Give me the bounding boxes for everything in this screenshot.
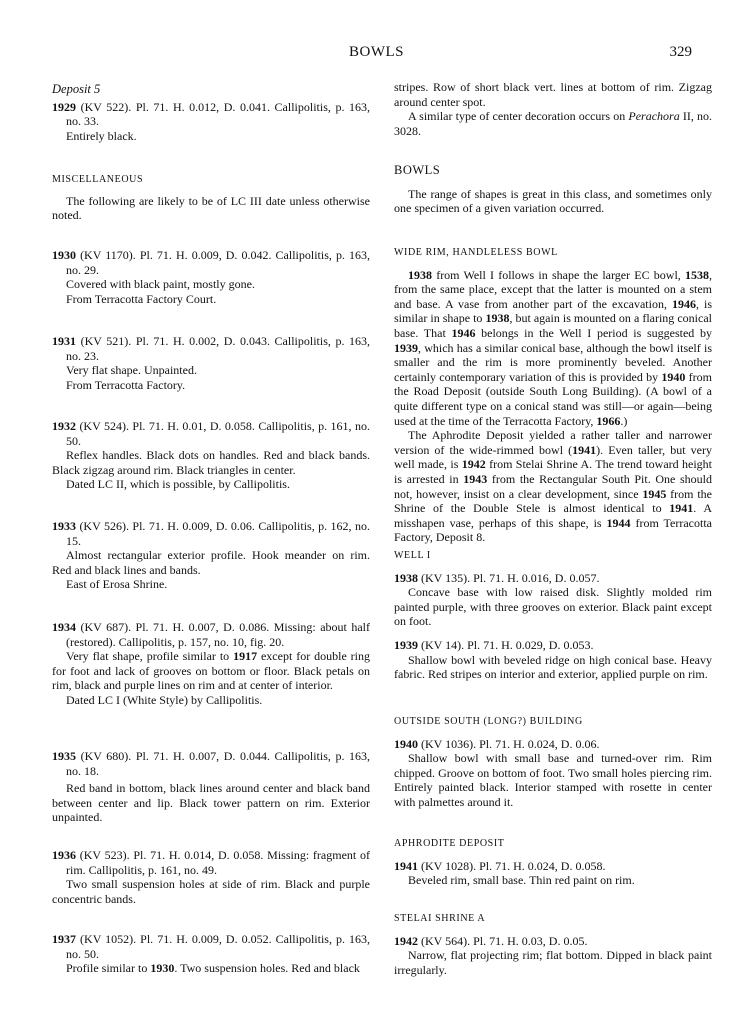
entry-dating: Dated LC II, which is possible, by Callipolitis.	[66, 477, 290, 492]
catalog-entry-1933	[52, 519, 370, 592]
catalog-entry-1931	[52, 334, 370, 392]
entry-reference: (KV 14). Pl. 71. H. 0.029, D. 0.053.	[421, 638, 594, 652]
catalog-number: 1934	[52, 620, 76, 634]
section-heading: Deposit 5	[52, 82, 101, 96]
section-heading: WIDE RIM, HANDLELESS BOWL	[394, 247, 558, 258]
entry-description: Two small suspension holes at side of rim. Black and purple concentric bands.	[52, 877, 370, 906]
text-run: from the Road Deposit (outside South Long Building). (A bowl of a quite different type on a conical stand was still—or again—being used at the time of the Terracotta Factory,	[394, 369, 712, 428]
entry-findspot: East of Erosa Shrine.	[66, 577, 168, 592]
text-run: belongs in the Well I period is suggested by	[475, 325, 712, 340]
text-run: ). Even taller, but very well made, is	[394, 442, 712, 472]
catalog-entry-1937	[52, 932, 370, 976]
entry-description: Profile similar to 1930. Two suspension holes. Red and black	[66, 961, 360, 976]
entry-description: Covered with black paint, mostly gone.	[66, 277, 255, 292]
cross-reference: 1944	[606, 515, 631, 530]
catalog-number: 1932	[52, 419, 76, 433]
entry-reference: (KV 522). Pl. 71. H. 0.012, D. 0.041. Callipolitis, p. 163, no. 33.	[66, 99, 371, 129]
running-title: BOWLS	[349, 44, 404, 60]
section-heading: OUTSIDE SOUTH (LONG?) BUILDING	[394, 716, 583, 727]
deposit-5-section	[52, 82, 370, 143]
entry-reference: (KV 524). Pl. 71. H. 0.01, D. 0.058. Callipolitis, p. 161, no. 50.	[66, 419, 370, 448]
text-run: from the Shrine of the Double Stele is almost identical to	[394, 486, 712, 516]
entry-description: Beveled rim, small base. Thin red paint on rim.	[408, 873, 635, 888]
entry-dating: Dated LC I (White Style) by Callipolitis.	[66, 692, 263, 707]
entry-reference: (KV 687). Pl. 71. H. 0.007, D. 0.086. Missing: about half (restored). Callipolitis, p. 157, no. 10, fig. 20.	[66, 620, 371, 649]
catalog-number: 1930	[52, 248, 76, 262]
cross-reference: 1945	[642, 486, 667, 501]
entry-description: Narrow, flat projecting rim; flat bottom. Dipped in black paint irregularly.	[394, 948, 712, 977]
entry-reference: (KV 1170). Pl. 71. H. 0.009, D. 0.042. Callipolitis, p. 163, no. 29.	[66, 248, 370, 277]
cross-reference: 1940	[661, 369, 686, 384]
cross-reference: 1941	[669, 501, 694, 516]
entry-description: Red band in bottom, black lines around center and black band between center and lip. Black tower pattern on rim. Exterior unpainted.	[52, 781, 370, 825]
entry-reference: (KV 523). Pl. 71. H. 0.014, D. 0.058. Missing: fragment of rim. Callipolitis, p. 161, no. 49.	[66, 848, 370, 877]
entry-description: Very flat shape. Unpainted.	[66, 363, 197, 378]
catalog-number: 1942	[394, 933, 418, 948]
running-head	[0, 44, 753, 64]
catalog-entry-1930	[52, 248, 370, 306]
catalog-entry-1941	[394, 859, 712, 874]
entry-reference: (KV 1036). Pl. 71. H. 0.024, D. 0.06.	[421, 736, 600, 751]
catalog-number: 1931	[52, 334, 76, 348]
entry-reference: (KV 135). Pl. 71. H. 0.016, D. 0.057.	[421, 570, 600, 585]
section-heading: BOWLS	[394, 163, 441, 177]
entry-description: Entirely black.	[66, 128, 137, 143]
discussion-paragraph	[394, 268, 712, 429]
entry-reference: (KV 526). Pl. 71. H. 0.009, D. 0.06. Callipolitis, p. 162, no. 15.	[66, 519, 370, 548]
cross-reference: 1941	[572, 442, 597, 457]
text-run: , but again is mounted on a flaring conical base. That	[394, 311, 712, 340]
entry-description: Very flat shape, profile similar to 1917 except for double ring for foot and lack of grooves on bottom or floor. Black petals on rim, black and purple lines on rim and at center of interior.	[52, 649, 371, 693]
entry-description: Shallow bowl with beveled ridge on high conical base. Heavy fabric. Red stripes on interior and exterior, applied purple on rim.	[394, 652, 712, 682]
entry-description: Shallow bowl with small base and turned-over rim. Rim chipped. Groove on bottom of foot. Two small holes piercing rim. Entirely painted black. Interior stamped with rosette in center with palmettes around it.	[394, 751, 712, 809]
entry-reference: (KV 1052). Pl. 71. H. 0.009, D. 0.052. Callipolitis, p. 163, no. 50.	[66, 932, 371, 961]
cross-reference: 1930	[150, 961, 175, 976]
catalog-number: 1937	[52, 932, 76, 946]
text-run: from Well I follows in shape the larger EC bowl,	[432, 267, 685, 282]
entry-description: Concave base with low raised disk. Slightly molded rim painted purple, with three grooves on exterior. Black paint except on foot.	[394, 585, 712, 629]
discussion-paragraph	[394, 428, 712, 545]
publication-title: Perachora	[628, 109, 680, 124]
text-run: , which has a similar conical base, although the bowl itself is smaller and the rim is more prominently beveled. Another certainly contemporary variation of this is provided by	[394, 340, 712, 384]
section-heading: APHRODITE DEPOSIT	[394, 838, 505, 849]
catalog-entry-1939	[394, 638, 712, 682]
catalog-number: 1929	[52, 99, 76, 114]
catalog-entry-1934	[52, 620, 370, 708]
section-heading: MISCELLANEOUS	[52, 174, 144, 185]
section-note: The following are likely to be of LC III date unless otherwise noted.	[52, 193, 370, 223]
cross-reference: 1538	[685, 267, 709, 282]
section-heading: STELAI SHRINE A	[394, 913, 486, 924]
cross-reference: 1946	[671, 296, 696, 311]
stelai-shrine-a-section	[394, 912, 712, 977]
catalog-entry-1935	[52, 749, 370, 825]
catalog-number: 1938	[394, 570, 418, 585]
cross-reference: 1917	[233, 649, 258, 664]
outside-south-building-section	[394, 715, 712, 810]
catalog-number: 1936	[52, 848, 76, 862]
catalog-entry-1936	[52, 848, 370, 906]
section-intro: The range of shapes is great in this class, and sometimes only one specimen of a given variation occurred.	[394, 186, 712, 216]
text-run: from the Rectangular South Pit. One should not, however, insist on a clear development, since	[394, 471, 713, 501]
cross-reference: 1966	[596, 413, 621, 428]
catalog-number: 1941	[394, 858, 418, 873]
entry-reference: (KV 680). Pl. 71. H. 0.007, D. 0.044. Callipolitis, p. 163, no. 18.	[66, 749, 371, 778]
text-run: . A misshapen vase, perhaps of this shape, is	[394, 501, 712, 530]
catalog-entry-1938	[394, 571, 712, 586]
well-1-section	[394, 549, 712, 629]
catalog-entry-1942	[394, 934, 712, 949]
comparison-note: A similar type of center decoration occurs on Perachora II, no. 3028.	[394, 109, 712, 138]
entry-description: Almost rectangular exterior profile. Hook meander on rim. Red and black lines and bands.	[52, 548, 370, 577]
catalog-number: 1935	[52, 749, 76, 763]
text-run: The Aphrodite Deposit yielded a rather taller and narrower version of the wide-rimmed bowl (	[394, 428, 712, 457]
page-number: 329	[669, 44, 692, 60]
catalog-entry-1929	[52, 100, 370, 129]
catalog-entry-1940	[394, 737, 712, 752]
wide-rim-section	[394, 246, 712, 545]
catalog-entry-1932	[52, 419, 370, 492]
entry-1937-continuation	[394, 80, 712, 138]
entry-findspot: From Terracotta Factory Court.	[66, 291, 217, 306]
cross-reference: 1938	[485, 311, 510, 326]
text-run: from Stelai Shrine A. The trend toward height is arrested in	[394, 457, 712, 486]
section-heading: WELL I	[394, 550, 431, 561]
text-run: , from the same place, except that the latter is mounted on a stem and base. A vase from another part of the excavation,	[394, 267, 712, 311]
cross-reference: 1943	[463, 471, 488, 486]
text-run: from Terracotta Factory, Deposit 8.	[394, 515, 712, 545]
catalog-number: 1939	[394, 638, 418, 652]
cross-reference: 1938	[408, 267, 432, 282]
entry-description: Reflex handles. Black dots on handles. Red and black bands. Black zigzag around rim. Black triangles in center.	[52, 448, 370, 477]
catalog-number: 1933	[52, 519, 76, 533]
miscellaneous-section	[52, 173, 370, 223]
cross-reference: 1942	[461, 457, 486, 472]
entry-findspot: From Terracotta Factory.	[66, 377, 186, 392]
cross-reference: 1939	[394, 340, 418, 355]
catalog-number: 1940	[394, 736, 418, 751]
cross-reference: 1946	[451, 325, 476, 340]
bowls-section	[394, 163, 712, 216]
entry-reference: (KV 1028). Pl. 71. H. 0.024, D. 0.058.	[421, 858, 606, 873]
text-run: , is similar in shape to	[394, 296, 712, 326]
aphrodite-deposit-section	[394, 837, 712, 888]
entry-reference: (KV 564). Pl. 71. H. 0.03, D. 0.05.	[421, 933, 588, 948]
entry-reference: (KV 521). Pl. 71. H. 0.002, D. 0.043. Callipolitis, p. 163, no. 23.	[66, 334, 371, 363]
text-run: .)	[620, 413, 628, 428]
continued-description: stripes. Row of short black vert. lines at bottom of rim. Zigzag around center spot.	[394, 80, 712, 109]
